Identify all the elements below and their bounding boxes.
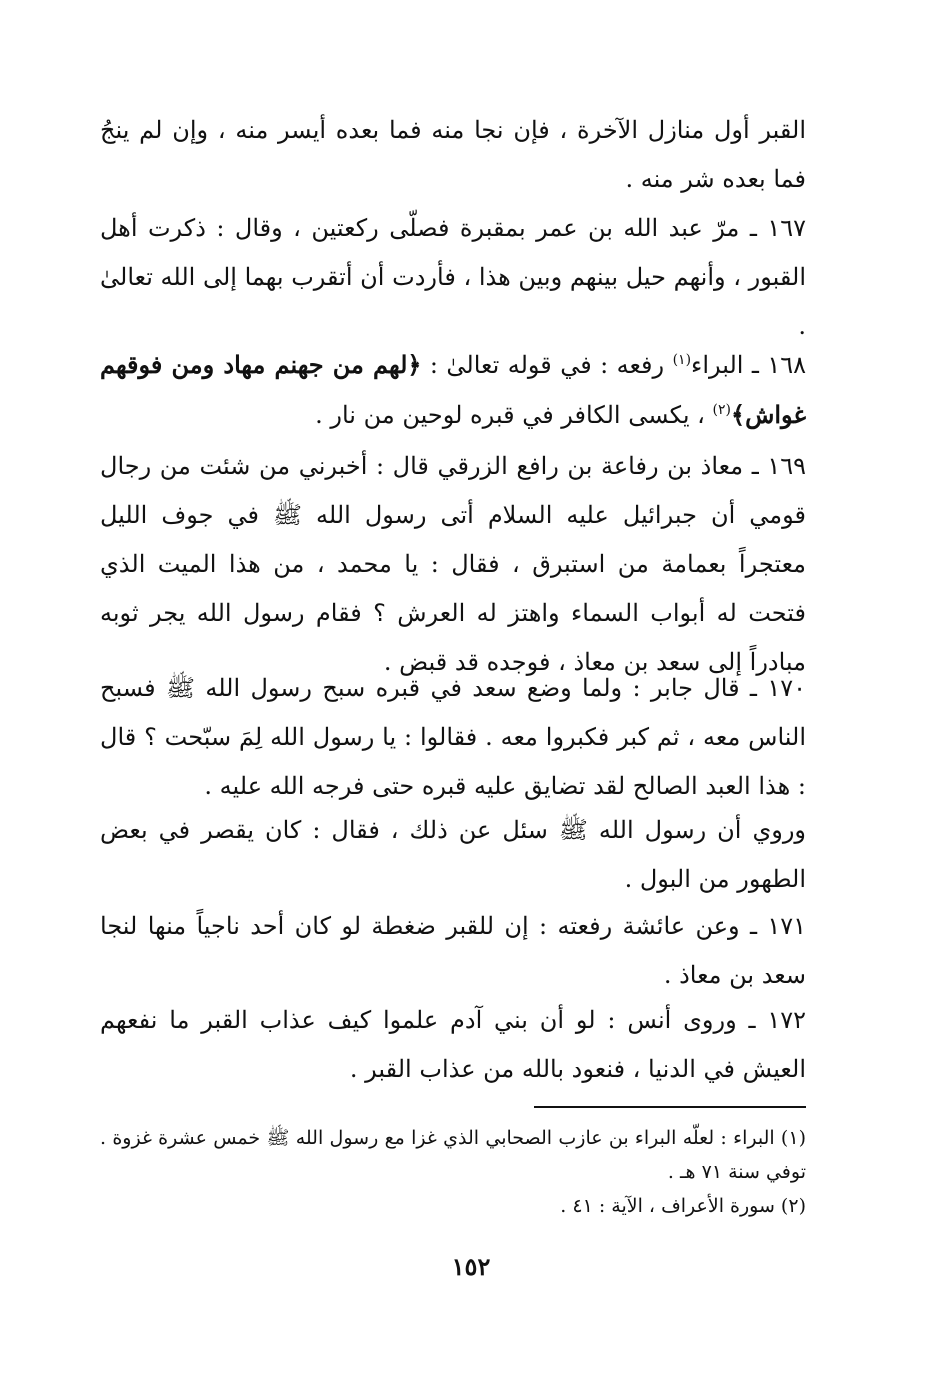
paragraph-text-middle: رفعه : في قوله تعالىٰ : [421, 351, 673, 379]
footnotes [100, 1121, 806, 1223]
paragraph-170 [100, 664, 806, 811]
paragraph-text: ١٧١ ـ وعن عائشة رفعته : إن للقبر ضغطة لو كان أحد ناجياً منها لنجا سعد بن معاذ . [100, 912, 806, 989]
paragraph-text: ١٦٩ ـ معاذ بن رفاعة بن رافع الزرقي قال : أخبرني من شئت من رجال قومي أن جبرائيل عليه السلام أتى رسول الله ﷺ في جوف الليل معتجراً بعمامة من استبرق ، فقال : يا محمد ، من هذا الميت الذي فتحت له أبواب السماء واهتز له العرش ؟ فقام رسول الله يجر ثوبه مبادراً إلى سعد بن معاذ ، فوجده قد قبض . [100, 452, 806, 676]
paragraph-167 [100, 204, 806, 351]
paragraph-intro [100, 106, 806, 204]
footnote-marker-2: (٢) [712, 402, 732, 418]
paragraph-text: ١٧٢ ـ وروى أنس : لو أن بني آدم علموا كيف عذاب القبر ما نفعهم العيش في الدنيا ، فنعود بالله من عذاب القبر . [100, 1006, 806, 1083]
paragraph-text-end: ، يكسى الكافر في قبره لوحين من نار . [315, 401, 713, 429]
page-number: ١٥٢ [451, 1252, 491, 1281]
paragraph-172 [100, 996, 806, 1094]
paragraph-text: ١٦٧ ـ مرّ عبد الله بن عمر بمقبرة فصلّى ركعتين ، وقال : ذكرت أهل القبور ، وأنهم حيل بينهم وبين هذا ، فأردت أن أتقرب بهما إلى الله تعالىٰ . [100, 214, 806, 340]
footnote-1: (١) البراء : لعلّه البراء بن عازب الصحابي الذي غزا مع رسول الله ﷺ خمس عشرة غزوة . توفي سنة ٧١ هـ . [100, 1127, 806, 1183]
quran-quote: ﴿لهم من جهنم مهاد ومن فوقهم غواش﴾ [100, 350, 806, 429]
paragraph-text: القبر أول منازل الآخرة ، فإن نجا منه فما بعده أيسر منه ، وإن لم ينجُ فما بعده شر منه . [100, 116, 806, 193]
paragraph-text: وروي أن رسول الله ﷺ سئل عن ذلك ، فقال : كان يقصر في بعض الطهور من البول . [100, 816, 806, 893]
paragraph-narration [100, 806, 806, 904]
paragraph-168 [100, 340, 806, 440]
paragraph-171 [100, 902, 806, 1000]
footnote-marker-1: (١) [672, 352, 692, 368]
footnote-2: (٢) سورة الأعراف ، الآية : ٤١ . [560, 1195, 806, 1217]
paragraph-text: ١٧٠ ـ قال جابر : ولما وضع سعد في قبره سبح رسول الله ﷺ فسبح الناس معه ، ثم كبر فكبروا معه . فقالوا : يا رسول الله لِمَ سبّحت ؟ قال : هذا العبد الصالح لقد تضايق عليه قبره حتى فرجه الله عليه . [100, 674, 806, 800]
paragraph-text [100, 340, 806, 440]
paragraph-169 [100, 442, 806, 687]
footnote-divider [534, 1106, 806, 1108]
hadith-number: ١٦٨ ـ البراء [691, 351, 807, 379]
